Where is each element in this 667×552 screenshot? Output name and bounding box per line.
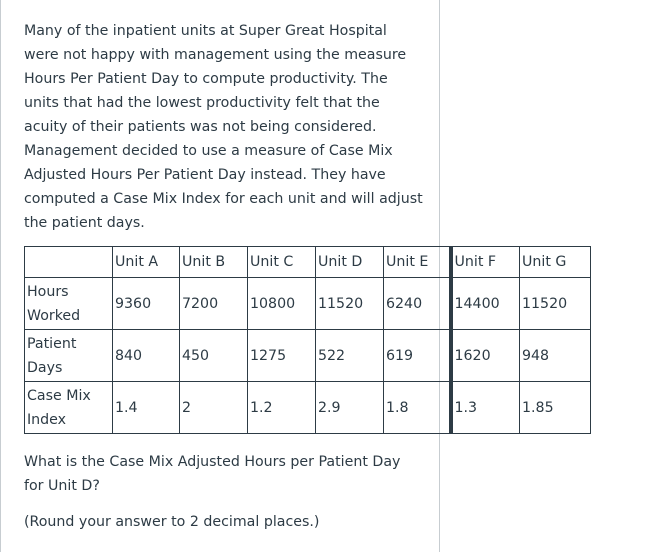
column-header-unit-a: Unit A (113, 247, 180, 278)
column-header-unit-g: Unit G (520, 247, 591, 278)
table-cell: 14400 (451, 278, 520, 330)
table-cell: 10800 (248, 278, 316, 330)
table-cell: 11520 (520, 278, 591, 330)
table-cell: 1.3 (451, 382, 520, 434)
table-cell: 948 (520, 330, 591, 382)
left-border (0, 0, 1, 552)
row-label: Hours Worked (25, 278, 113, 330)
table-cell: 522 (316, 330, 384, 382)
table-cell: 840 (113, 330, 180, 382)
unit-data-table (24, 246, 591, 434)
table-row-case-mix-index (25, 382, 591, 434)
table-corner-cell (25, 247, 113, 278)
table-cell: 9360 (113, 278, 180, 330)
intro-paragraph: Many of the inpatient units at Super Great Hospital were not happy with management using the measure Hours Per Patient Day to compute productivity. The units that had the lowest productivity felt that the acuity of their patients was not being considered. Management decided to use a measure of Case Mix Adjusted Hours Per Patient Day instead. They have computed a Case Mix Index for each unit and will adjust the patient days. (24, 23, 423, 231)
column-header-unit-c: Unit C (248, 247, 316, 278)
row-label: Case Mix Index (25, 382, 113, 434)
table-cell: 2 (180, 382, 248, 434)
column-header-unit-e: Unit E (384, 247, 451, 278)
table-cell: 619 (384, 330, 451, 382)
column-header-unit-d: Unit D (316, 247, 384, 278)
table-cell: 450 (180, 330, 248, 382)
table-cell: 1.8 (384, 382, 451, 434)
table-cell: 1.2 (248, 382, 316, 434)
table-cell: 1.85 (520, 382, 591, 434)
table-header-row (25, 247, 591, 278)
table-cell: 2.9 (316, 382, 384, 434)
table-cell: 6240 (384, 278, 451, 330)
table-row-hours-worked (25, 278, 591, 330)
table-row-patient-days (25, 330, 591, 382)
row-label: Patient Days (25, 330, 113, 382)
column-header-unit-f: Unit F (451, 247, 520, 278)
table-cell: 1275 (248, 330, 316, 382)
table-cell: 7200 (180, 278, 248, 330)
column-header-unit-b: Unit B (180, 247, 248, 278)
question-text: What is the Case Mix Adjusted Hours per Patient Day for Unit D? (24, 454, 401, 494)
rounding-note: (Round your answer to 2 decimal places.) (24, 514, 320, 530)
table-cell: 1620 (451, 330, 520, 382)
table-cell: 11520 (316, 278, 384, 330)
table-cell: 1.4 (113, 382, 180, 434)
